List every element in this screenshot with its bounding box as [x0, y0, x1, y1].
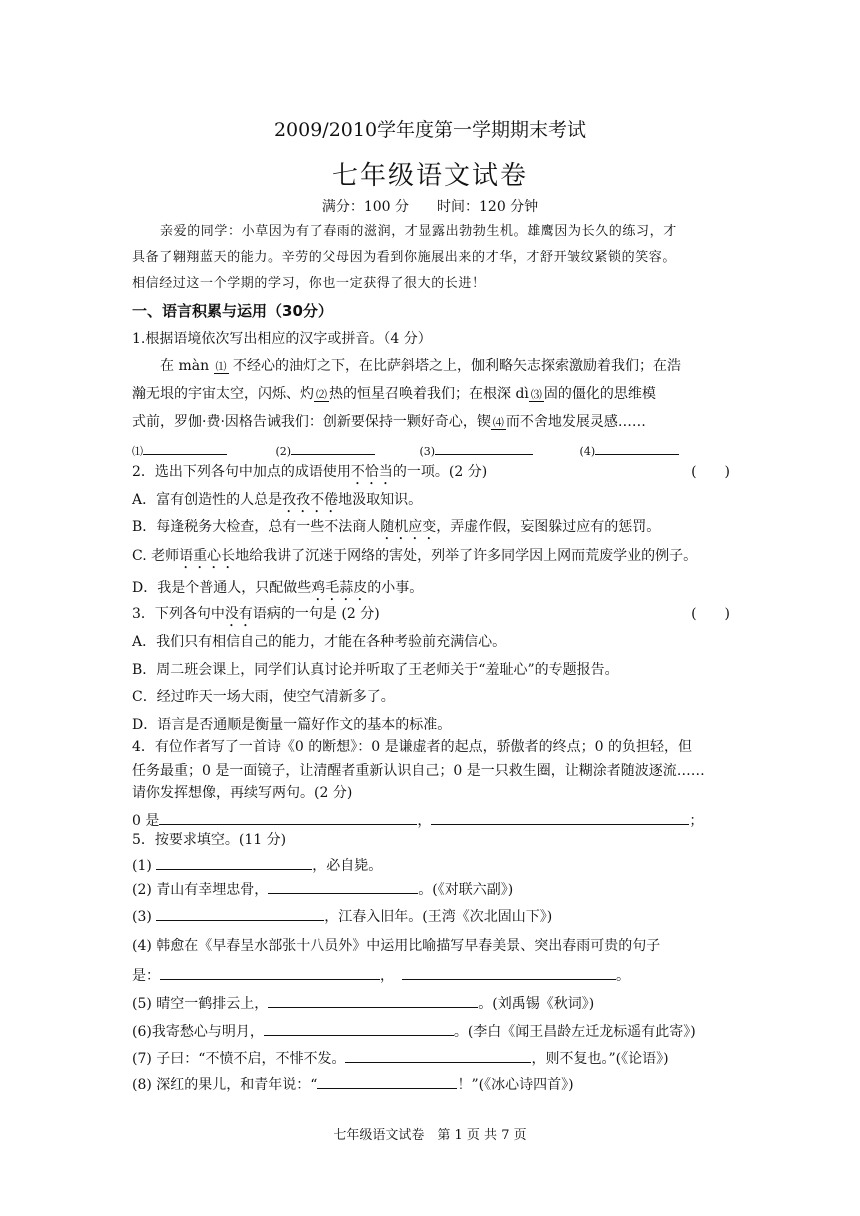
option-text: 地给我讲了沉迷于网络的害处，列举了许多同学因上网而荒废学业的例子。 — [235, 548, 698, 564]
q1-blank-1: ⑴ — [215, 360, 227, 373]
q3-stem-emphasis: 没有 — [224, 606, 253, 622]
q5-item-8 — [132, 1072, 730, 1095]
q2-stem-text: 的一项。(2 分) — [392, 464, 488, 480]
q4-answer-blank-1[interactable] — [159, 808, 417, 825]
option-idiom: 语重心长 — [179, 548, 236, 564]
q1-answer-label-4: (4) — [579, 445, 596, 458]
page-footer: 七年级语文试卷 第 1 页 共 7 页 — [333, 1128, 527, 1143]
option-text: 的小事。 — [367, 580, 424, 596]
q5-item-4-line-2 — [132, 963, 730, 986]
q3-option-a: A．我们只有相信自己的能力，才能在各种考验前充满信心。 — [132, 634, 507, 650]
q5-blank-3[interactable] — [156, 904, 324, 921]
exam-title: 2009/2010学年度第一学期期末考试 — [273, 119, 587, 141]
q5-stem: 5．按要求填空。(11 分) — [132, 832, 287, 848]
paper-title: 七年级语文试卷 — [331, 161, 528, 191]
q2-option-b — [132, 517, 730, 543]
q1-text: 固的僵化的思维模 — [543, 386, 656, 402]
q1-answer-blank-1[interactable] — [143, 438, 227, 455]
q4-answer-blank-2[interactable] — [431, 808, 689, 825]
q1-answer-blank-2[interactable] — [291, 438, 375, 455]
q1-blank-4: ⑷ — [492, 416, 504, 429]
q2-answer-paren[interactable]: ( ) — [691, 464, 730, 480]
q5-item-1 — [132, 853, 730, 876]
item-text: 我寄愁心与明月， — [151, 1024, 264, 1040]
q2-option-a — [132, 490, 730, 516]
intro-line-2: 具备了翱翔蓝天的能力。辛劳的父母因为看到你施展出来的才华，才舒开皱纹紧锁的笑容。 — [132, 250, 677, 265]
option-text: 地汲取知识。 — [338, 492, 423, 508]
q5-blank-4b[interactable] — [402, 963, 616, 980]
q1-text: 在 màn — [160, 358, 214, 374]
item-number: (8) — [132, 1077, 152, 1093]
q1-blank-2: ⑵ — [316, 388, 327, 401]
option-text: A．富有创造性的人总是 — [132, 492, 283, 508]
q5-blank-1[interactable] — [156, 853, 312, 870]
q4-semicolon: ； — [689, 813, 704, 829]
item-text: ， — [380, 968, 394, 984]
q4-answer-row — [132, 808, 730, 831]
q1-text: 不经心的油灯之下，在比萨斜塔之上，伽利略矢志探索激励着我们；在浩 — [228, 358, 681, 374]
q1-text: 式前，罗伽·费·因格告诫我们：创新要保持一颗好奇心，锲 — [132, 414, 491, 430]
q1-answer-blank-3[interactable] — [435, 438, 533, 455]
q5-item-3 — [132, 904, 730, 927]
q1-text: 瀚无垠的宇宙太空，闪烁、灼 — [132, 386, 314, 402]
q3-answer-paren[interactable]: ( ) — [691, 606, 730, 622]
option-idiom: 随机应变 — [380, 519, 437, 535]
q4-stem-line-2: 任务最重；0 是一面镜子，让清醒者重新认识自己；0 是一只救生圈，让糊涂者随波逐流…… — [132, 763, 705, 779]
q5-blank-7[interactable] — [345, 1046, 531, 1063]
item-number: (2) — [132, 882, 152, 898]
q1-passage-line-1 — [160, 356, 730, 377]
q3-option-b: B．周二班会课上，同学们认真讨论并听取了王老师关于“羞耻心”的专题报告。 — [132, 662, 619, 678]
q1-text: 而不舍地发展灵感…… — [505, 414, 646, 430]
q5-item-5 — [132, 991, 730, 1014]
q2-stem — [132, 462, 730, 488]
q1-passage-line-3 — [132, 412, 730, 433]
q3-stem-text: 语病的一句是 (2 分) — [252, 606, 380, 622]
q3-option-d: D．语言是否通顺是衡量一篇好作文的基本的标准。 — [132, 717, 452, 733]
q5-blank-5[interactable] — [268, 991, 478, 1008]
q1-answer-blank-4[interactable] — [595, 438, 679, 455]
q3-stem-text: 3．下列各句中 — [132, 606, 225, 622]
q4-comma: ， — [417, 813, 432, 829]
q2-option-c — [132, 546, 730, 572]
q1-stem: 1.根据语境依次写出相应的汉字或拼音。（4 分） — [132, 331, 432, 347]
item-text: ！”(《冰心诗四首》) — [457, 1077, 574, 1093]
option-text: B．每逢税务大检查，总有一些不法商人 — [132, 519, 381, 535]
item-number: (7) — [132, 1051, 152, 1067]
item-text: 。 — [616, 968, 630, 984]
q3-option-c: C．经过昨天一场大雨，使空气清新多了。 — [132, 689, 395, 705]
item-number: (1) — [132, 858, 152, 874]
item-text: 。(李白《闻王昌龄左迁龙标遥有此寄》) — [453, 1024, 696, 1040]
q1-answer-label-3: (3) — [419, 445, 436, 458]
q3-stem — [132, 604, 730, 630]
option-text: D．我是个普通人，只配做些 — [132, 580, 312, 596]
q4-answer-prefix: 0 是 — [132, 813, 160, 829]
q4-stem-line-1: 4．有位作者写了一首诗《0 的断想》：0 是谦虚者的起点，骄傲者的终点；0 的负担轻，但 — [132, 739, 692, 755]
item-number: (5) — [132, 996, 152, 1012]
q5-item-6 — [132, 1019, 730, 1042]
item-text: 。(刘禹锡《秋词》) — [478, 996, 595, 1012]
q5-blank-2[interactable] — [268, 877, 418, 894]
option-text: ，弄虚作假，妄图躲过应有的惩罚。 — [436, 519, 661, 535]
item-text: 深红的果儿，和青年说：“ — [156, 1077, 318, 1093]
q5-blank-4a[interactable] — [160, 963, 380, 980]
q2-stem-text: 2．选出下列各句中加点的成语使用 — [132, 464, 351, 480]
option-idiom: 孜孜不倦 — [282, 492, 339, 508]
q1-answer-label-2: (2) — [275, 445, 292, 458]
q5-blank-8[interactable] — [317, 1072, 457, 1089]
q5-item-4-line-1: (4) 韩愈在《早春呈水部张十八员外》中运用比喻描写早春美景、突出春雨可贵的句子 — [132, 938, 661, 954]
option-text: C. 老师 — [132, 548, 180, 564]
intro-line-3: 相信经过这一个学期的学习，你也一定获得了很大的长进！ — [132, 276, 486, 291]
item-text: ，必自毙。 — [312, 858, 383, 874]
q5-item-7 — [132, 1046, 730, 1069]
q1-answer-label-1: ⑴ — [132, 445, 143, 458]
item-text: 子曰：“不愤不启，不悱不发。 — [156, 1051, 346, 1067]
q5-item-2 — [132, 877, 730, 900]
item-text: 是： — [132, 968, 160, 984]
q2-stem-emphasis: 不恰当 — [350, 464, 393, 480]
q1-text: 热的恒星召唤着我们；在根深 dì — [329, 386, 529, 402]
q1-passage-line-2 — [132, 384, 730, 405]
item-text: 晴空一鹤排云上， — [156, 996, 269, 1012]
item-text: 青山有幸埋忠骨， — [156, 882, 269, 898]
item-text: ，江春入旧年。(王湾《次北固山下》) — [324, 909, 553, 925]
option-idiom: 鸡毛蒜皮 — [311, 580, 368, 596]
item-number: (3) — [132, 909, 152, 925]
score-time-info: 满分：100 分 时间：120 分钟 — [321, 199, 539, 215]
section-1-title: 一、语言积累与运用（30分） — [132, 302, 333, 320]
q4-stem-line-3: 请你发挥想像，再续写两句。(2 分) — [132, 785, 353, 801]
q5-blank-6[interactable] — [264, 1019, 454, 1036]
item-text: ，则不复也。”(《论语》) — [531, 1051, 669, 1067]
q1-blank-3: ⑶ — [530, 388, 542, 401]
item-number: (6) — [132, 1024, 152, 1040]
q1-answer-row — [132, 438, 730, 462]
intro-line-1: 亲爱的同学：小草因为有了春雨的滋润，才显露出勃勃生机。雄鹰因为长久的练习，才 — [160, 224, 677, 239]
item-text: 。(《对联六副》) — [418, 882, 514, 898]
q2-option-d — [132, 578, 730, 604]
